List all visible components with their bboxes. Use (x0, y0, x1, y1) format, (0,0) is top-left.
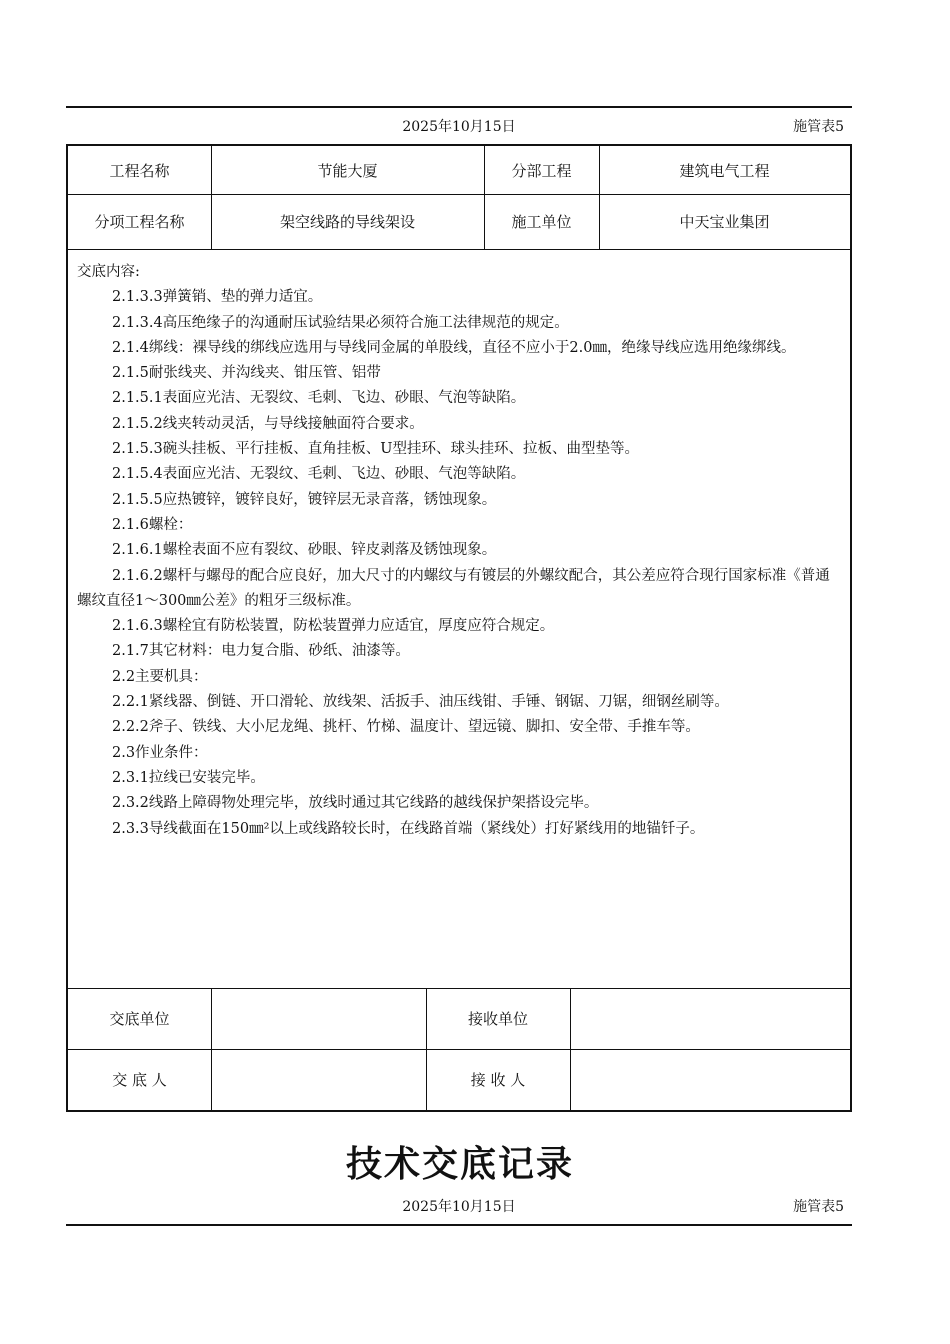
content-line: 2.1.5.2线夹转动灵活，与导线接触面符合要求。 (112, 415, 424, 432)
content-line: 2.2.1紧线器、倒链、开口滑轮、放线架、活扳手、油压线钳、手锤、钢锯、刀锯，细钢丝刷等。 (112, 694, 729, 711)
header-date: 2025年10月15日 (402, 119, 516, 135)
content-line: 2.1.6.2螺杆与螺母的配合应良好，加大尺寸的内螺纹与有镀层的外螺纹配合，其公差应符合现行国家标准《普通螺纹直径1～300㎜公差》的粗牙三级标准。 (77, 567, 830, 609)
content-line: 2.3.1拉线已安装完毕。 (112, 769, 265, 786)
discloser-unit-value[interactable] (211, 988, 426, 1049)
division-label: 分部工程 (511, 161, 572, 180)
disclosure-content (77, 260, 843, 842)
content-label: 交底内容: (77, 264, 140, 280)
receiver-person-value[interactable] (570, 1049, 850, 1110)
content-line: 2.1.6螺栓： (112, 516, 193, 533)
content-line: 2.3.2线路上障碍物处理完毕，放线时通过其它线路的越线保护架搭设完毕。 (112, 795, 599, 812)
project-name-label: 工程名称 (109, 161, 170, 180)
content-line: 2.3.3导线截面在150㎜²以上或线路较长时，在线路首端（紧线处）打好紧线用的地锚钎子。 (112, 820, 705, 837)
content-line: 2.2主要机具： (112, 668, 208, 685)
receiver-person-label: 接 收 人 (470, 1071, 526, 1089)
row-divider (68, 249, 850, 250)
content-line: 2.1.6.3螺栓宜有防松装置，防松装置弹力应适宜，厚度应符合规定。 (112, 618, 555, 635)
division-value: 建筑电气工程 (679, 161, 770, 180)
content-line: 2.1.5.5应热镀锌，镀锌良好，镀锌层无录音落，锈蚀现象。 (112, 491, 497, 508)
contractor-label: 施工单位 (511, 213, 572, 231)
bottom-header (66, 1196, 852, 1216)
document-title: 技术交底记录 (345, 1144, 574, 1185)
receiver-unit-value[interactable] (570, 988, 850, 1049)
content-line: 2.1.7其它材料：电力复合脂、砂纸、油漆等。 (112, 643, 410, 660)
subitem-name-label: 分项工程名称 (94, 213, 185, 231)
content-line: 2.1.3.3弹簧销、垫的弹力适宜。 (112, 289, 323, 306)
top-rule (66, 106, 852, 108)
top-header (66, 116, 852, 136)
project-name-value: 节能大厦 (317, 161, 378, 180)
content-line: 2.1.5.3碗头挂板、平行挂板、直角挂板、U型挂环、球头挂环、拉板、曲型垫等。 (112, 441, 639, 458)
discloser-unit-label: 交底单位 (109, 1010, 170, 1028)
bottom-rule (66, 1224, 852, 1226)
contractor-value: 中天宝业集团 (679, 213, 770, 231)
content-line: 2.1.3.4高压绝缘子的沟通耐压试验结果必须符合施工法律规范的规定。 (112, 314, 569, 331)
footer-date: 2025年10月15日 (402, 1199, 516, 1215)
discloser-person-value[interactable] (211, 1049, 426, 1110)
content-line: 2.2.2斧子、铁线、大小尼龙绳、挑杆、竹梯、温度计、望远镜、脚扣、安全带、手推车等。 (112, 719, 700, 736)
receiver-unit-label: 接收单位 (467, 1010, 528, 1028)
subitem-name-value: 架空线路的导线架设 (279, 213, 415, 231)
content-line: 2.1.4绑线：裸导线的绑线应选用与导线同金属的单股线，直径不应小于2.0㎜，绝缘导线应选用绝缘绑线。 (112, 339, 796, 356)
header-form-code: 施管表5 (793, 119, 844, 135)
disclosure-table (66, 144, 852, 1112)
content-line: 2.1.5.4表面应光洁、无裂纹、毛刺、飞边、砂眼、气泡等缺陷。 (112, 466, 526, 483)
content-line: 2.1.6.1螺栓表面不应有裂纹、砂眼、锌皮剥落及锈蚀现象。 (112, 542, 497, 559)
content-line: 2.1.5耐张线夹、并沟线夹、钳压管、铝带 (112, 365, 381, 382)
content-line: 2.1.5.1表面应光洁、无裂纹、毛刺、飞边、砂眼、气泡等缺陷。 (112, 390, 526, 407)
discloser-person-label: 交 底 人 (112, 1071, 167, 1089)
footer-form-code: 施管表5 (793, 1199, 844, 1215)
content-line: 2.3作业条件： (112, 744, 208, 761)
